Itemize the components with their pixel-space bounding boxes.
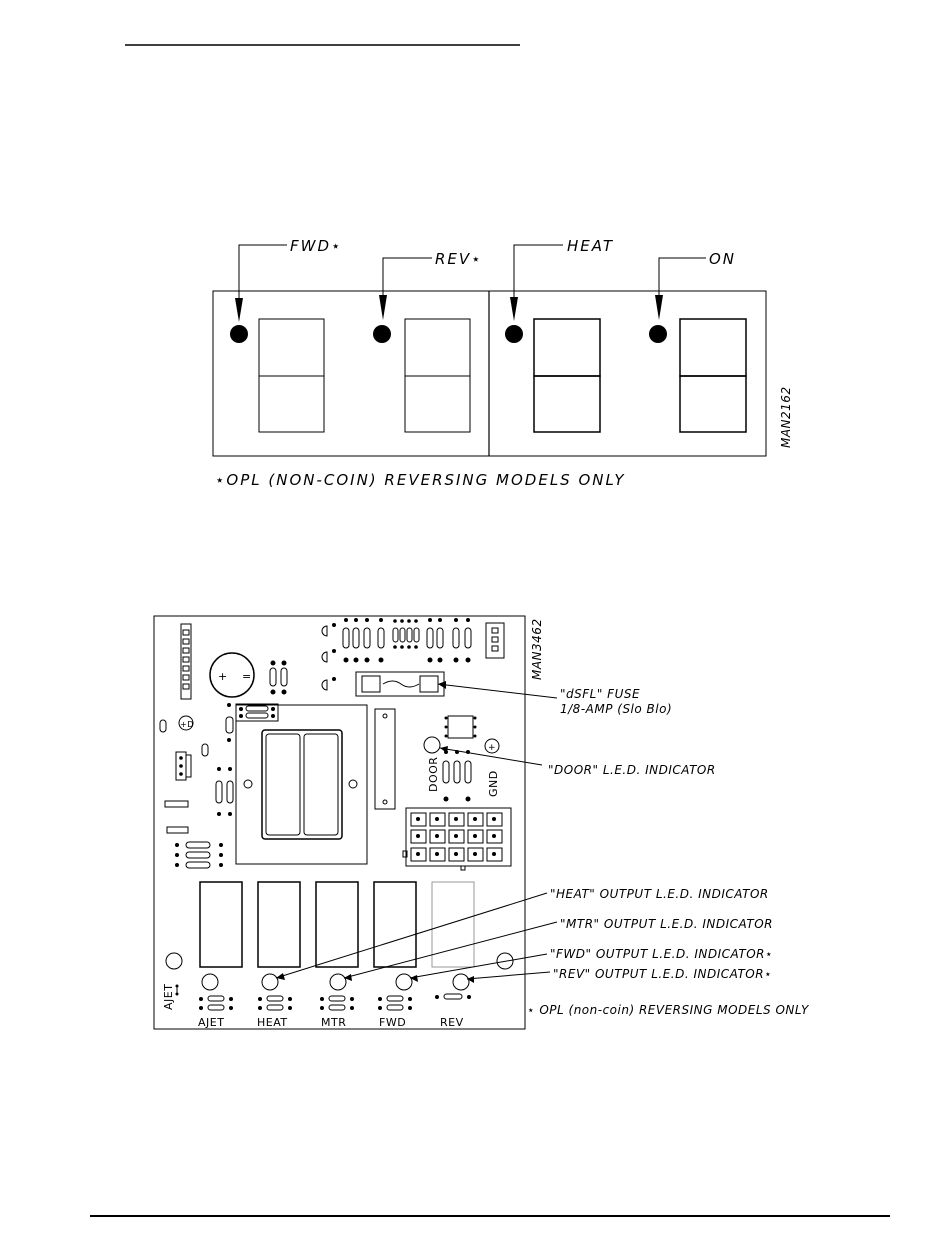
round-part-left [166, 953, 182, 969]
relay-rev [432, 882, 474, 967]
cap-plus [485, 739, 499, 753]
top-resistor-row [343, 618, 471, 663]
vertical-strip [375, 709, 395, 809]
silk-gnd: GND [487, 770, 500, 797]
digit-4 [680, 319, 746, 432]
mtr-led [330, 974, 346, 990]
connector-3pin-left [176, 752, 191, 780]
ajet-led [202, 974, 218, 990]
display-panel-diagram [213, 237, 793, 489]
rev-label: REV⋆ [435, 250, 483, 268]
small-cap-2 [179, 716, 194, 730]
left-header-strip [181, 624, 191, 699]
small-part-b [167, 827, 188, 833]
small-part-a [165, 801, 188, 807]
heat-led [262, 974, 278, 990]
resistor-pair-mid [216, 767, 233, 816]
fwd-indicator-dot [230, 325, 248, 343]
board-footnote: ⋆ OPL (non-coin) REVERSING MODELS ONLY [527, 1003, 809, 1017]
rev-indicator-dot [373, 325, 391, 343]
digit-2 [405, 319, 470, 432]
digit-3 [534, 319, 600, 432]
heat-callout: "HEAT" OUTPUT L.E.D. INDICATOR [550, 887, 769, 901]
fuse-callout-line1: "dSFL" FUSE [560, 687, 641, 701]
fwd-label: FWD⋆ [290, 237, 343, 255]
connector-3pin-top [486, 623, 504, 658]
fwd-led [396, 974, 412, 990]
door-resistors [443, 750, 471, 802]
led-resistor-pairs [199, 994, 471, 1010]
heat-label: HEAT [567, 237, 615, 255]
buzzer [210, 653, 254, 697]
silk-ajet: AJET [198, 1016, 225, 1029]
diode-left [226, 703, 233, 742]
small-cap-3 [202, 744, 208, 756]
resistor-box [236, 704, 278, 721]
resistor-pair-top [270, 661, 287, 695]
silk-ajet-side: AJET [162, 983, 175, 1010]
mtr-callout: "MTR" OUTPUT L.E.D. INDICATOR [560, 917, 773, 931]
on-indicator-dot [649, 325, 667, 343]
door-led [424, 737, 440, 753]
silk-door: DOOR [427, 756, 440, 792]
on-label: ON [709, 250, 737, 268]
ajet-jumper [176, 985, 179, 996]
fuse-callout-line2: 1/8-AMP (Slo Blo) [560, 702, 673, 716]
svg-text:+: + [218, 670, 228, 683]
rev-callout: "REV" OUTPUT L.E.D. INDICATOR⋆ [553, 967, 773, 981]
silk-rev: REV [440, 1016, 464, 1029]
relay-fwd [374, 882, 416, 967]
relay-heat [258, 882, 300, 967]
heat-indicator-dot [505, 325, 523, 343]
circuit-board-diagram [154, 616, 810, 1029]
rev-led [453, 974, 469, 990]
resistor-stack-left [175, 842, 223, 868]
svg-text:=: = [242, 670, 252, 683]
small-cap-1 [160, 720, 166, 732]
transformer [236, 705, 367, 864]
heat-leader [510, 245, 563, 321]
silk-fwd: FWD [379, 1016, 407, 1029]
silk-mtr: MTR [321, 1016, 347, 1029]
display-footnote: ⋆OPL (NON-COIN) REVERSING MODELS ONLY [215, 471, 626, 489]
silk-heat: HEAT [257, 1016, 288, 1029]
relay-ajet [200, 882, 242, 967]
svg-text:+: + [488, 743, 497, 753]
display-drawing-number: MAN2162 [779, 386, 793, 448]
connector-15pin [403, 808, 511, 870]
digit-1 [259, 319, 324, 432]
top-led-row [322, 623, 336, 690]
door-callout: "DOOR" L.E.D. INDICATOR [548, 763, 716, 777]
fuse [356, 672, 444, 696]
svg-text:+D: +D [180, 720, 194, 729]
on-leader [655, 258, 706, 320]
rev-leader [379, 258, 432, 320]
board-drawing-number: MAN3462 [530, 618, 544, 680]
dip-ic [445, 716, 477, 738]
fwd-leader [235, 245, 287, 322]
fwd-callout: "FWD" OUTPUT L.E.D. INDICATOR⋆ [550, 947, 773, 961]
